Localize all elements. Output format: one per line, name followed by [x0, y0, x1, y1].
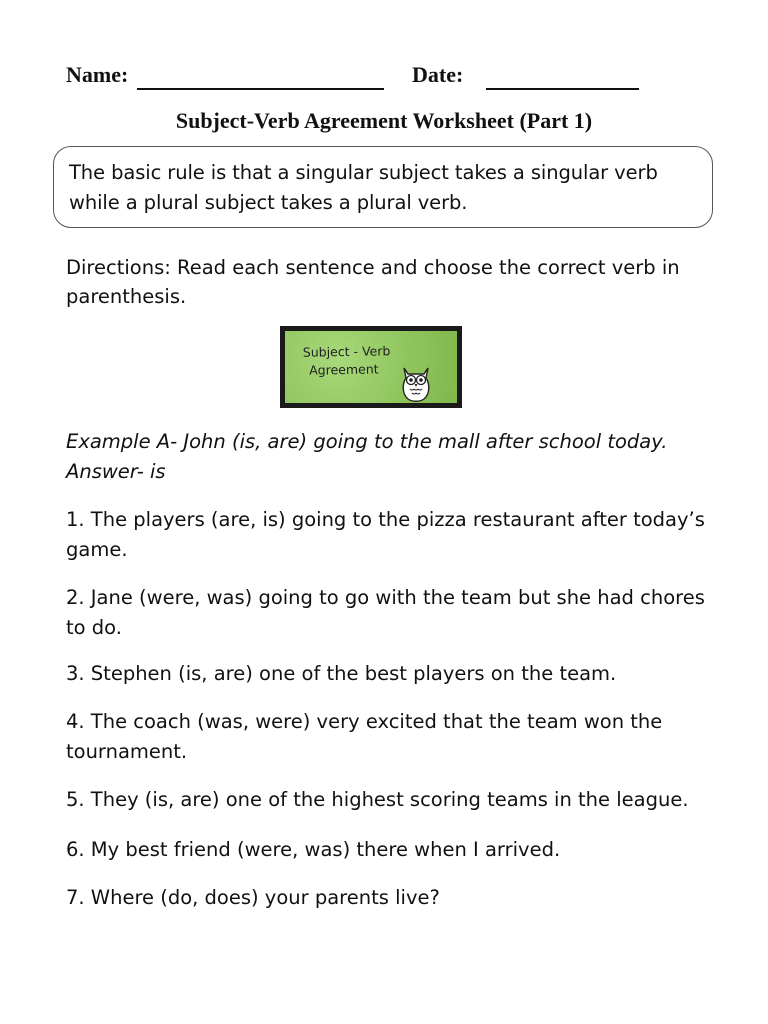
- question-1: 1. The players (are, is) going to the pizza restaurant after today’s game.: [66, 508, 705, 561]
- date-field-line[interactable]: [486, 88, 639, 90]
- badge-panel: [285, 331, 457, 403]
- question-6: 6. My best friend (were, was) there when I arrived.: [66, 838, 561, 861]
- name-label: Name:: [66, 62, 129, 87]
- example-answer: Answer- is: [66, 460, 166, 483]
- rule-box: The basic rule is that a singular subject takes a singular verb while a plural subject takes a plural verb.: [53, 146, 713, 228]
- name-field-line[interactable]: [137, 88, 384, 90]
- question-3: 3. Stephen (is, are) one of the best players on the team.: [66, 662, 617, 685]
- question-5: 5. They (is, are) one of the highest scoring teams in the league.: [66, 788, 689, 811]
- badge-line-2: Agreement: [309, 361, 379, 378]
- example: [66, 427, 726, 487]
- question-7: 7. Where (do, does) your parents live?: [66, 886, 440, 909]
- directions-text: Directions: Read each sentence and choose the correct verb in parenthesis.: [66, 256, 680, 308]
- date-label: Date:: [412, 62, 464, 87]
- worksheet-title: Subject-Verb Agreement Worksheet (Part 1): [175, 108, 593, 133]
- subject-verb-badge: [280, 326, 462, 408]
- badge-text: [303, 342, 391, 380]
- owl-icon: [398, 362, 434, 402]
- badge-line-1: Subject - Verb: [302, 343, 391, 360]
- header-row: [66, 58, 706, 94]
- question-4: 4. The coach (was, were) very excited that the team won the tournament.: [66, 710, 663, 763]
- question-2: 2. Jane (were, was) going to go with the team but she had chores to do.: [66, 586, 705, 639]
- example-sentence: Example A- John (is, are) going to the mall after school today.: [66, 430, 668, 453]
